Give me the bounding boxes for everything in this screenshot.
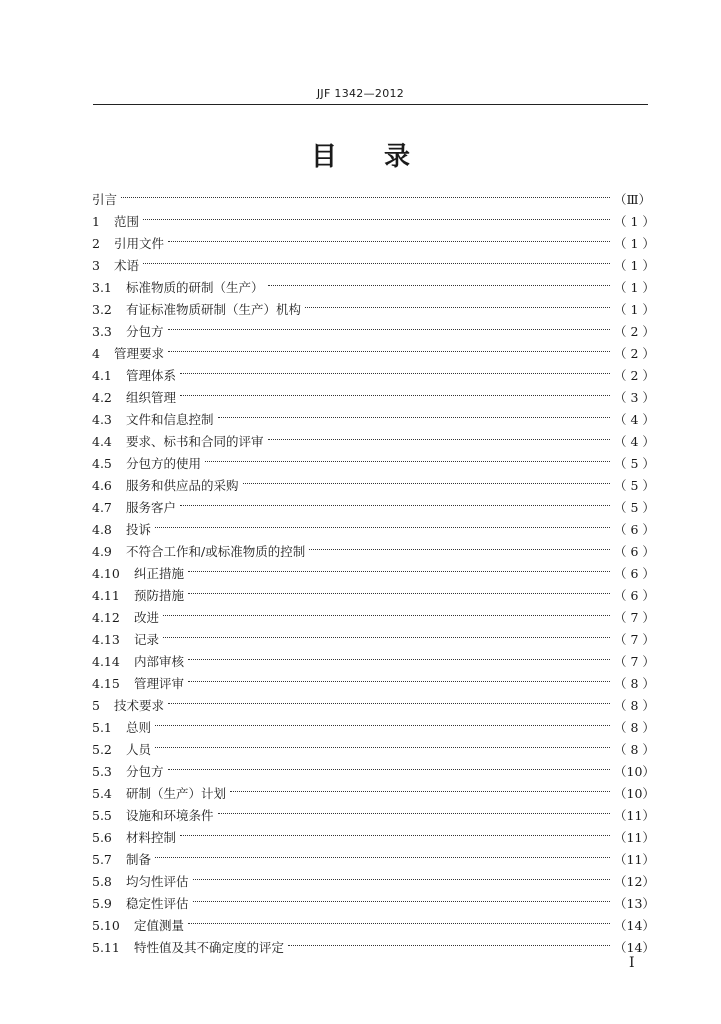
toc-leader-dots [288, 930, 610, 952]
toc-entry-page: （ 5 ） [614, 478, 655, 493]
toc-entry-page: （ 7 ） [614, 610, 655, 625]
toc-entry-page: （13） [614, 896, 655, 911]
toc-entry-number: 4.6 [92, 478, 112, 493]
toc-entry [92, 732, 655, 757]
toc-leader-dots [180, 820, 610, 842]
toc-leader-dots [180, 380, 610, 402]
toc-entry [92, 600, 655, 625]
toc-entry-page: （ 8 ） [614, 676, 655, 691]
toc-entry-page: （ 7 ） [614, 632, 655, 647]
toc-entry-title: 记录 [134, 632, 160, 647]
toc-leader-dots [143, 248, 610, 270]
toc-entry-title: 管理要求 [114, 346, 165, 361]
toc-entry-title: 材料控制 [126, 830, 177, 845]
toc-entry-number: 2 [92, 236, 100, 251]
toc-entry-number: 4.15 [92, 676, 120, 691]
toc-entry-number: 4.8 [92, 522, 112, 537]
toc-entry-title: 预防措施 [134, 588, 185, 603]
toc-entry-title: 定值测量 [134, 918, 185, 933]
toc-entry-number: 3.1 [92, 280, 112, 295]
toc-entry-number: 5.8 [92, 874, 112, 889]
toc-entry-number: 4.1 [92, 368, 112, 383]
toc-leader-dots [188, 908, 610, 930]
toc-entry-number: 3.2 [92, 302, 112, 317]
toc-entry-number: 5 [92, 698, 100, 713]
toc-entry-number: 3.3 [92, 324, 112, 339]
toc-entry-page: （ 3 ） [614, 390, 655, 405]
toc-entry [92, 182, 652, 207]
toc-entry-page: （ 4 ） [614, 434, 655, 449]
toc-entry [92, 512, 655, 537]
toc-entry-page: （ 7 ） [614, 654, 655, 669]
document-code: JJF 1342—2012 [316, 87, 405, 100]
toc-entry-page: （12） [614, 874, 655, 889]
toc-entry-page: （11） [614, 808, 655, 823]
toc-entry-title: 组织管理 [126, 390, 177, 405]
toc-entry-page: （ 8 ） [614, 720, 655, 735]
toc-entry-title: 设施和环境条件 [126, 808, 214, 823]
toc-leader-dots [168, 336, 610, 358]
toc-entry-title: 改进 [134, 610, 160, 625]
header-rule [93, 104, 648, 105]
toc-entry-page: （ 1 ） [614, 214, 655, 229]
toc-leader-dots [218, 798, 610, 820]
toc-entry-title: 服务客户 [126, 500, 177, 515]
toc-entry-title: 范围 [114, 214, 140, 229]
toc-leader-dots [180, 358, 610, 380]
toc-entry [92, 204, 655, 229]
toc-entry-title: 分包方 [126, 324, 164, 339]
toc-entry-number: 5.5 [92, 808, 112, 823]
toc-entry-title: 分包方 [126, 764, 164, 779]
toc-entry [92, 710, 655, 735]
toc-entry-title: 均匀性评估 [126, 874, 189, 889]
toc-entry-number: 4.4 [92, 434, 112, 449]
toc-entry-title: 引用文件 [114, 236, 165, 251]
toc-entry-number: 3 [92, 258, 100, 273]
toc-entry-title: 术语 [114, 258, 140, 273]
toc-entry-number: 4.2 [92, 390, 112, 405]
toc-entry [92, 622, 655, 647]
toc-entry-page: （10） [614, 764, 655, 779]
toc-entry-number: 5.9 [92, 896, 112, 911]
toc-entry-title: 管理评审 [134, 676, 185, 691]
toc-entry-title: 制备 [126, 852, 152, 867]
toc-entry [92, 226, 655, 251]
toc-leader-dots [268, 270, 610, 292]
toc-leader-dots [268, 424, 610, 446]
toc-entry-title: 稳定性评估 [126, 896, 189, 911]
toc-entry-page: （11） [614, 852, 655, 867]
toc-entry-page: （Ⅲ） [614, 192, 652, 207]
toc-entry-title: 总则 [126, 720, 152, 735]
toc-entry-number: 1 [92, 214, 100, 229]
toc-entry-number: 4.10 [92, 566, 120, 581]
toc-entry-number: 5.4 [92, 786, 112, 801]
toc-entry-number: 5.1 [92, 720, 112, 735]
toc-entry-page: （ 6 ） [614, 566, 655, 581]
toc-entry-page: （ 1 ） [614, 258, 655, 273]
toc-entry [92, 776, 655, 801]
toc-entry-title: 人员 [126, 742, 152, 757]
toc-entry-title: 纠正措施 [134, 566, 185, 581]
toc-entry-page: （ 6 ） [614, 544, 655, 559]
toc-leader-dots [155, 732, 610, 754]
toc-entry-number: 5.3 [92, 764, 112, 779]
toc-entry-page: （ 6 ） [614, 522, 655, 537]
toc-entry-page: （ 5 ） [614, 500, 655, 515]
toc-entry-page: （14） [614, 940, 655, 955]
toc-entry-number: 5.10 [92, 918, 120, 933]
toc-entry-title: 投诉 [126, 522, 152, 537]
toc-leader-dots [143, 204, 610, 226]
toc-entry-title: 标准物质的研制（生产） [126, 280, 264, 295]
toc-leader-dots [218, 402, 610, 424]
toc-entry-page: （ 2 ） [614, 368, 655, 383]
toc-entry-title: 研制（生产）计划 [126, 786, 227, 801]
toc-entry-page: （10） [614, 786, 655, 801]
toc-entry-page: （ 8 ） [614, 698, 655, 713]
toc-entry [92, 644, 655, 669]
toc-leader-dots [168, 754, 610, 776]
toc-entry-title: 引言 [92, 192, 118, 207]
toc-entry [92, 688, 655, 713]
toc-entry [92, 534, 655, 559]
toc-leader-dots [180, 490, 610, 512]
toc-entry-page: （ 1 ） [614, 280, 655, 295]
toc-entry [92, 754, 655, 779]
toc-entry-page: （14） [614, 918, 655, 933]
toc-entry-number: 4.9 [92, 544, 112, 559]
toc-entry [92, 336, 655, 361]
toc-leader-dots [193, 886, 610, 908]
toc-entry-page: （ 5 ） [614, 456, 655, 471]
toc-entry-number: 4.5 [92, 456, 112, 471]
toc-leader-dots [188, 644, 610, 666]
toc-entry-page: （ 1 ） [614, 302, 655, 317]
toc-leader-dots [163, 622, 610, 644]
toc-entry-page: （ 8 ） [614, 742, 655, 757]
toc-leader-dots [193, 864, 610, 886]
table-of-contents [92, 182, 655, 955]
toc-entry-title: 有证标准物质研制（生产）机构 [126, 302, 302, 317]
toc-entry-title: 特性值及其不确定度的评定 [134, 940, 285, 955]
toc-entry-page: （ 2 ） [614, 346, 655, 361]
toc-entry-page: （ 2 ） [614, 324, 655, 339]
toc-entry [92, 270, 655, 295]
page-number: I [629, 955, 635, 971]
toc-leader-dots [168, 688, 610, 710]
toc-entry-number: 5.6 [92, 830, 112, 845]
toc-leader-dots [155, 710, 610, 732]
toc-leader-dots [168, 314, 610, 336]
toc-leader-dots [188, 666, 610, 688]
toc-entry-title: 不符合工作和/或标准物质的控制 [126, 544, 306, 559]
toc-entry [92, 248, 655, 273]
toc-leader-dots [309, 534, 610, 556]
page-title: 目 录 [310, 142, 411, 172]
toc-entry-number: 4 [92, 346, 100, 361]
toc-leader-dots [155, 842, 610, 864]
toc-entry-page: （ 4 ） [614, 412, 655, 427]
toc-leader-dots [188, 578, 610, 600]
toc-leader-dots [155, 512, 610, 534]
toc-entry [92, 358, 655, 383]
toc-entry-title: 管理体系 [126, 368, 177, 383]
toc-entry [92, 864, 655, 889]
toc-entry-number: 4.11 [92, 588, 120, 603]
toc-entry [92, 314, 655, 339]
toc-leader-dots [188, 556, 610, 578]
toc-entry-number: 4.7 [92, 500, 112, 515]
toc-entry-number: 5.2 [92, 742, 112, 757]
toc-entry-number: 5.7 [92, 852, 112, 867]
toc-entry-number: 4.3 [92, 412, 112, 427]
toc-leader-dots [163, 600, 610, 622]
toc-leader-dots [121, 182, 610, 204]
toc-entry-page: （ 6 ） [614, 588, 655, 603]
toc-leader-dots [243, 468, 610, 490]
toc-entry-title: 服务和供应品的采购 [126, 478, 239, 493]
toc-entry-number: 4.13 [92, 632, 120, 647]
toc-entry [92, 842, 655, 867]
toc-entry-title: 内部审核 [134, 654, 185, 669]
toc-leader-dots [205, 446, 610, 468]
toc-entry-page: （ 1 ） [614, 236, 655, 251]
toc-entry-number: 5.11 [92, 940, 120, 955]
toc-leader-dots [230, 776, 610, 798]
toc-entry-number: 4.14 [92, 654, 120, 669]
toc-entry-page: （11） [614, 830, 655, 845]
toc-leader-dots [168, 226, 610, 248]
toc-entry-title: 文件和信息控制 [126, 412, 214, 427]
toc-entry-number: 4.12 [92, 610, 120, 625]
toc-entry-title: 技术要求 [114, 698, 165, 713]
toc-entry-title: 要求、标书和合同的评审 [126, 434, 264, 449]
toc-leader-dots [305, 292, 610, 314]
toc-entry-title: 分包方的使用 [126, 456, 202, 471]
